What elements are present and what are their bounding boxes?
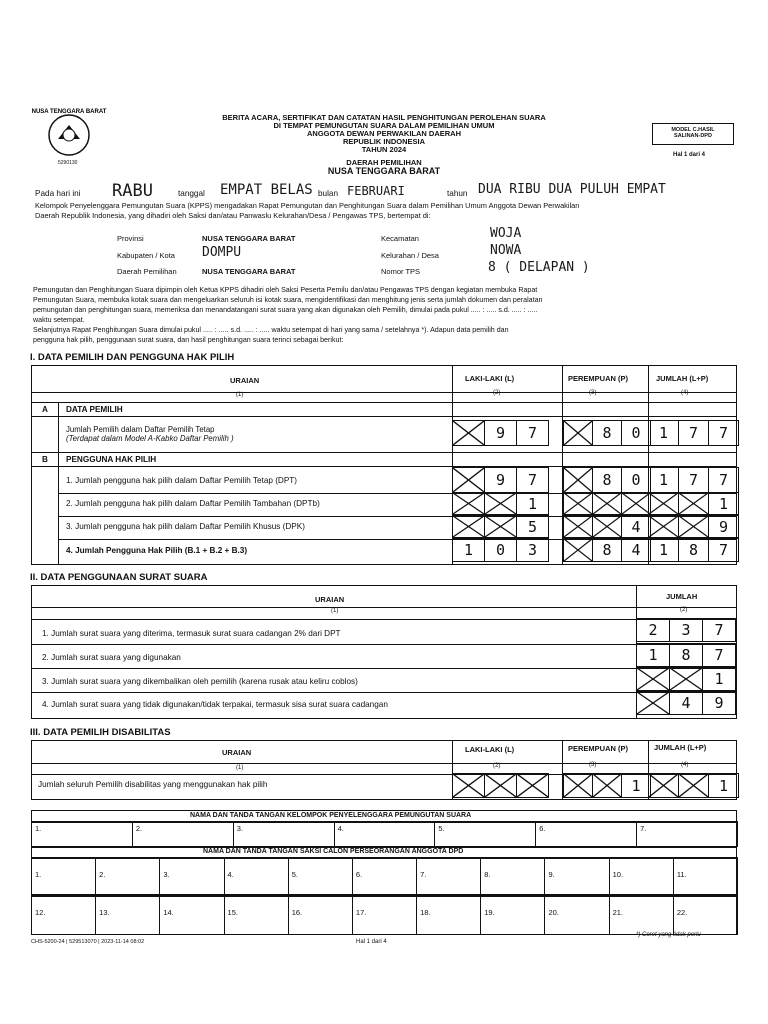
kpps-number: 4. [337, 824, 344, 833]
s2-row1-digit: 7 [714, 621, 724, 639]
saksi-signature-18[interactable] [416, 895, 481, 935]
s1-row4-t-cell-3 [708, 515, 739, 538]
s3-col-total: JUMLAH (L+P) [654, 743, 707, 752]
intro-bulan: FEBRUARI [347, 184, 405, 198]
title-line-2: DI TEMPAT PEMUNGUTAN SUARA DALAM PEMILIHAN UMUM [273, 121, 495, 130]
saksi-signature-15[interactable] [224, 895, 289, 935]
kelurahan-label: Kelurahan / Desa [381, 251, 439, 260]
s3-t-digit: 1 [718, 776, 729, 795]
section3-title: III. DATA PEMILIH DISABILITAS [30, 727, 171, 738]
s1-row2-l-digit: 9 [495, 471, 506, 489]
s3-p-cell-3 [621, 773, 651, 798]
s1-row1-p-cell-1 [563, 420, 593, 446]
s1-row1-p-digit: 8 [602, 424, 612, 442]
saksi-number: 7. [420, 870, 427, 879]
model-label-1: MODEL C.HASIL [671, 127, 715, 133]
s1-row3-t-cell-3 [708, 492, 739, 515]
kabupaten-label: Kabupaten / Kota [117, 251, 175, 260]
s1-row2-p-digit: 8 [602, 471, 612, 489]
s1-row2-p-cell-3 [621, 467, 651, 493]
daerah-pemilihan-value: NUSA TENGGARA BARAT [202, 267, 296, 276]
tps-value: 8 ( DELAPAN ) [488, 260, 590, 275]
saksi-number: 2. [99, 870, 106, 879]
s1-row5-l-cell-3 [516, 538, 549, 562]
saksi-signature-22[interactable] [673, 895, 738, 935]
model-label-2: SALINAN-DPD [674, 133, 712, 139]
saksi-signature-20[interactable] [544, 895, 609, 935]
svg-text:NUSA TENGGARA BARAT: NUSA TENGGARA BARAT [31, 109, 107, 115]
saksi-number: 21. [612, 908, 624, 917]
s2-row3-cell-1 [636, 667, 670, 691]
s1-row5-p-cell-3 [621, 538, 651, 562]
s1-row2-p-cell-1 [563, 467, 593, 493]
kpps-number: 7. [640, 824, 647, 833]
daerah-value: NUSA TENGGARA BARAT [327, 166, 441, 176]
tps-label: Nomor TPS [381, 267, 421, 276]
s1-row4-p-digit: 4 [631, 517, 641, 536]
kpps-number: 6. [539, 824, 546, 833]
section1-title: I. DATA PEMILIH DAN PENGGUNA HAK PILIH [30, 352, 235, 363]
saksi-signature-21[interactable] [609, 895, 674, 935]
saksi-number: 15. [227, 908, 238, 917]
s1-row5-t-digit: 1 [658, 541, 669, 559]
s1-row5-p-cell-2 [592, 538, 622, 562]
s1-row4-l-digit: 5 [527, 517, 538, 536]
s1-row4-t-digit: 9 [718, 517, 729, 536]
saksi-signature-1[interactable] [31, 857, 96, 895]
s2-row2-digit: 7 [714, 646, 724, 664]
kpps-signature-6[interactable] [535, 821, 637, 847]
s1-a1-line1: Jumlah Pemilih dalam Daftar Pemilih Tetap [66, 425, 215, 434]
intro-tahun: DUA RIBU DUA PULUH EMPAT [478, 182, 666, 197]
s1-num-4: (4) [681, 390, 689, 396]
s1-row5-l-digit: 1 [463, 541, 474, 559]
saksi-signature-2[interactable] [95, 857, 160, 895]
s2-row3-digit: 1 [714, 670, 724, 688]
saksi-number: 5. [291, 870, 298, 879]
logo-code: 5290130 [58, 160, 78, 166]
saksi-signature-10[interactable] [609, 857, 674, 895]
s3-t-cell-1 [648, 773, 679, 798]
saksi-signature-3[interactable] [159, 857, 224, 895]
s1-row4-p-cell-1 [563, 515, 593, 538]
s3-num-1: (1) [236, 765, 244, 771]
s1-row2-t-digit: 7 [718, 471, 729, 489]
intro-pada: Pada hari ini [35, 189, 81, 198]
s1-row2-p-digit: 0 [631, 471, 641, 489]
s2-row4-cell-1 [636, 691, 670, 715]
saksi-number: 17. [355, 908, 367, 917]
daerah-pemilihan-label: Daerah Pemilihan [117, 267, 177, 276]
s2-row-1-label: 1. Jumlah surat suara yang diterima, termasuk surat suara cadangan 2% dari DPT [42, 629, 341, 638]
s2-num-1: (1) [331, 608, 339, 614]
s1-row1-l-cell-1 [452, 420, 485, 446]
s3-row-label: Jumlah seluruh Pemilih disabilitas yang menggunakan hak pilih [38, 780, 268, 789]
s1-row3-p-cell-1 [563, 492, 593, 515]
saksi-title: NAMA DAN TANDA TANGAN SAKSI CALON PERSEORANGAN ANGGOTA DPD [203, 848, 464, 855]
saksi-signature-17[interactable] [352, 895, 417, 935]
saksi-number: 9. [548, 870, 555, 879]
s1-col-uraian: URAIAN [230, 376, 260, 385]
saksi-number: 18. [420, 908, 431, 917]
title-line-5: TAHUN 2024 [361, 145, 407, 154]
kpps-signature-2[interactable] [132, 821, 234, 847]
s3-l-cell-2 [484, 773, 517, 798]
s1-row5-l-digit: 3 [527, 541, 538, 559]
s2-row1-cell-2 [669, 618, 703, 642]
s1-row1-l-digit: 9 [495, 424, 506, 442]
s1-row2-p-cell-2 [592, 467, 622, 493]
s1-row5-l-cell-2 [484, 538, 517, 562]
s2-num-2: (2) [680, 607, 688, 613]
s1-row3-l-digit: 1 [527, 494, 538, 513]
s2-row-4-label: 4. Jumlah surat suara yang tidak digunakan/tidak terpakai, termasuk sisa surat suara cadangan [42, 700, 388, 709]
paragraph-line-5: Selanjutnya Rapat Penghitungan Suara dimulai pukul ..... : ..... s.d. ..... : ..... waktu setempat di hari yang sama / setelahnya *). Adapun data pemilih dan [33, 326, 509, 334]
s1-num-1: (1) [236, 392, 244, 398]
s1-row3-t-cell-2 [678, 492, 709, 515]
s1-b-label: B [42, 455, 48, 464]
saksi-signature-7[interactable] [416, 857, 481, 895]
saksi-signature-4[interactable] [224, 857, 289, 895]
kpps-title: NAMA DAN TANDA TANGAN KELOMPOK PENYELENGGARA PEMUNGUTAN SUARA [190, 812, 472, 819]
s2-col-jumlah: JUMLAH [666, 592, 698, 601]
saksi-signature-19[interactable] [480, 895, 545, 935]
s3-num-3: (3) [589, 762, 597, 768]
section2-table [31, 585, 737, 719]
saksi-signature-12[interactable] [31, 895, 96, 935]
s1-a1-line2: (Terdapat dalam Model A-Kabko Daftar Pemilih ) [66, 434, 234, 443]
saksi-signature-11[interactable] [673, 857, 738, 895]
s1-row3-p-cell-2 [592, 492, 622, 515]
s1-row4-l-cell-3 [516, 515, 549, 538]
intro-hari: RABU [112, 181, 153, 201]
saksi-number: 16. [291, 908, 303, 917]
saksi-signature-14[interactable] [159, 895, 224, 935]
s2-col-uraian: URAIAN [315, 595, 345, 604]
kpps-number: 2. [135, 824, 143, 833]
s1-row5-p-digit: 8 [602, 541, 612, 559]
s1-row4-t-cell-1 [648, 515, 679, 538]
paragraph-line-2: Pemungutan Suara, membuka kotak suara dan mengeluarkan seluruh isi kotak suara, mengidentifikasi dan menghitung jenis serta jumlah dokumen dan peralatan [33, 296, 543, 304]
saksi-signature-9[interactable] [544, 857, 609, 895]
saksi-signature-8[interactable] [480, 857, 545, 895]
intro-bulan-label: bulan [318, 189, 339, 198]
s1-row3-t-cell-1 [648, 492, 679, 515]
s1-row3-p-cell-3 [621, 492, 651, 515]
saksi-number: 1. [35, 870, 42, 879]
model-box [652, 123, 734, 145]
s3-col-p: PEREMPUAN (P) [568, 744, 629, 753]
kpps-number: 3. [236, 824, 243, 833]
s3-t-cell-3 [708, 773, 739, 798]
s1-row1-l-cell-3 [516, 420, 549, 446]
saksi-number: 4. [227, 870, 234, 879]
footer-code: CHS-5200-24 | 529513070 | 2023-11-14 08:02 [31, 939, 145, 945]
saksi-signature-13[interactable] [95, 895, 160, 935]
saksi-signature-5[interactable] [288, 857, 353, 895]
s1-col-l: LAKI-LAKI (L) [465, 374, 515, 383]
s2-row-3-label: 3. Jumlah surat suara yang dikembalikan oleh pemilih (karena rusak atau keliru coblos) [42, 677, 358, 686]
s1-b2-label: 2. Jumlah pengguna hak pilih dalam Daftar Pemilih Tambahan (DPTb) [66, 499, 320, 508]
saksi-number: 14. [163, 908, 174, 917]
s1-col-total: JUMLAH (L+P) [656, 374, 709, 383]
s1-row4-l-cell-2 [484, 515, 517, 538]
s2-row4-digit: 4 [681, 694, 691, 712]
kecamatan-label: Kecamatan [381, 234, 419, 243]
s1-row2-t-digit: 7 [688, 471, 699, 489]
s1-row3-l-cell-3 [516, 492, 549, 515]
s1-row1-p-cell-3 [621, 420, 651, 446]
s1-row1-t-digit: 1 [658, 424, 669, 442]
s1-row2-t-cell-1 [648, 467, 679, 493]
s1-row1-t-cell-3 [708, 420, 739, 446]
s1-row5-t-cell-3 [708, 538, 739, 562]
s3-num-4: (4) [681, 762, 689, 768]
s1-b3-label: 3. Jumlah pengguna hak pilih dalam Daftar Pemilih Khusus (DPK) [66, 522, 305, 531]
s1-row3-l-cell-1 [452, 492, 485, 515]
s2-row2-cell-2 [669, 643, 703, 667]
paragraph-line-6: pengguna hak pilih, penggunaan surat suara, dan hasil penghitungan suara terinci sebagai berikut: [33, 336, 344, 344]
paragraph-line-3: pemungutan dan penghitungan suara, memeriksa dan menandatangani surat suara yang akan digunakan oleh Pemilih, dimulai pada pukul ..... : ..... s.d. ..... : ..... [33, 306, 538, 314]
s1-row2-l-cell-2 [484, 467, 517, 493]
paragraph-line-1: Pemungutan dan Penghitungan Suara dipimpin oleh Ketua KPPS dihadiri oleh Saksi Peserta Pemilu dan/atau Pengawas TPS dengan kegiatan membuka Rapat [33, 286, 538, 294]
paragraph-line-4: waktu setempat. [33, 316, 85, 324]
kpps-signature-5[interactable] [434, 821, 536, 847]
title-line-4: REPUBLIK INDONESIA [342, 137, 426, 146]
s2-row3-cell-2 [669, 667, 703, 691]
s3-l-cell-3 [516, 773, 549, 798]
kecamatan-value: WOJA [490, 226, 522, 241]
saksi-number: 6. [355, 870, 363, 879]
s3-num-2: (2) [493, 763, 501, 769]
provinsi-value: NUSA TENGGARA BARAT [202, 234, 296, 243]
footer-page: Hal 1 dari 4 [356, 939, 387, 945]
section2-title: II. DATA PENGGUNAAN SURAT SUARA [30, 572, 208, 583]
s3-t-cell-2 [678, 773, 709, 798]
s1-row1-p-cell-2 [592, 420, 622, 446]
provinsi-label: Provinsi [117, 234, 144, 243]
saksi-number: 8. [484, 870, 491, 879]
s1-row1-l-cell-2 [484, 420, 517, 446]
s1-row2-t-cell-3 [708, 467, 739, 493]
s1-row1-t-cell-1 [648, 420, 679, 446]
intro-line-3: Daerah Republik Indonesia, yang dihadiri oleh Saksi dan/atau Panwaslu Kelurahan/Desa / Pengawas TPS, bertempat di: [35, 211, 431, 220]
s1-row1-l-digit: 7 [527, 424, 538, 442]
s1-b1-label: 1. Jumlah pengguna hak pilih dalam Daftar Pemilih Tetap (DPT) [66, 476, 298, 485]
s2-row4-cell-2 [669, 691, 703, 715]
s3-col-l: LAKI-LAKI (L) [465, 745, 515, 754]
s3-col-uraian: URAIAN [222, 748, 252, 757]
s2-row1-cell-3 [702, 618, 736, 642]
saksi-number: 11. [676, 870, 687, 879]
s1-col-p: PEREMPUAN (P) [568, 374, 629, 383]
saksi-signature-6[interactable] [352, 857, 417, 895]
s1-row1-t-cell-2 [678, 420, 709, 446]
s2-row2-cell-1 [636, 643, 670, 667]
intro-line-2: Kelompok Penyelenggara Pemungutan Suara (KPPS) mengadakan Rapat Pemungutan dan Penghitungan Suara dalam Pemilihan Umum Anggota Dewan Perwakilan [35, 201, 580, 210]
daerah-label: DAERAH PEMILIHAN [346, 158, 422, 167]
page-label: Hal 1 dari 4 [673, 152, 706, 158]
s1-row2-l-cell-3 [516, 467, 549, 493]
s1-num-2: (2) [493, 390, 501, 396]
intro-tahun-label: tahun [447, 189, 468, 198]
s2-row4-cell-3 [702, 691, 736, 715]
kpps-number: 1. [35, 824, 42, 833]
s2-row-2-label: 2. Jumlah surat suara yang digunakan [42, 653, 181, 662]
s2-row4-digit: 9 [714, 694, 724, 712]
saksi-number: 19. [484, 908, 495, 917]
kpps-signature-7[interactable] [636, 821, 738, 847]
s3-p-digit: 1 [631, 776, 641, 795]
saksi-signature-16[interactable] [288, 895, 353, 935]
intro-tanggal-label: tanggal [178, 189, 205, 198]
title-line-1: BERITA ACARA, SERTIFIKAT DAN CATATAN HASIL PENGHITUNGAN PEROLEHAN SUARA [222, 113, 546, 122]
s1-row4-t-cell-2 [678, 515, 709, 538]
kelurahan-value: NOWA [490, 243, 522, 258]
s1-row2-t-digit: 1 [658, 471, 669, 489]
s2-row3-cell-3 [702, 667, 736, 691]
s1-row2-t-cell-2 [678, 467, 709, 493]
s1-row1-p-digit: 0 [631, 424, 641, 442]
s1-row3-l-cell-2 [484, 492, 517, 515]
footer-note: *) Coret yang tidak perlu [636, 932, 701, 938]
s2-row1-cell-1 [636, 618, 670, 642]
s1-row4-p-cell-3 [621, 515, 651, 538]
title-line-3: ANGGOTA DEWAN PERWAKILAN DAERAH [306, 129, 462, 138]
intro-tanggal: EMPAT BELAS [220, 182, 313, 198]
saksi-number: 22. [676, 908, 688, 917]
s1-row5-t-cell-2 [678, 538, 709, 562]
s1-row5-p-digit: 4 [631, 541, 641, 559]
s1-row5-t-digit: 7 [718, 541, 729, 559]
s2-row2-digit: 8 [681, 646, 691, 664]
kpps-signature-4[interactable] [334, 821, 436, 847]
kpps-number: 5. [438, 824, 445, 833]
s1-row4-l-cell-1 [452, 515, 485, 538]
s1-a-label: A [42, 405, 48, 414]
s1-row4-p-cell-2 [592, 515, 622, 538]
s2-row1-digit: 2 [648, 621, 658, 639]
s1-row3-t-digit: 1 [718, 494, 729, 513]
s2-row2-digit: 1 [648, 646, 658, 664]
s1-row2-l-digit: 7 [527, 471, 538, 489]
s1-row1-t-digit: 7 [688, 424, 699, 442]
saksi-number: 13. [99, 908, 110, 917]
s1-row5-p-cell-1 [563, 538, 593, 562]
s3-l-cell-1 [452, 773, 485, 798]
s1-row5-t-digit: 8 [688, 541, 699, 559]
saksi-number: 3. [163, 870, 170, 879]
kpps-signature-1[interactable] [31, 821, 133, 847]
s1-row5-l-cell-1 [452, 538, 485, 562]
saksi-number: 12. [35, 908, 46, 917]
s1-b4-label: 4. Jumlah Pengguna Hak Pilih (B.1 + B.2 + B.3) [66, 546, 248, 555]
s1-row1-t-digit: 7 [718, 424, 729, 442]
saksi-number: 10. [612, 870, 624, 879]
s1-row5-t-cell-1 [648, 538, 679, 562]
s1-b-title: PENGGUNA HAK PILIH [66, 455, 157, 464]
s1-a-title: DATA PEMILIH [66, 405, 123, 414]
s2-row1-digit: 3 [681, 621, 691, 639]
s2-row2-cell-3 [702, 643, 736, 667]
kpps-signature-3[interactable] [233, 821, 335, 847]
s3-p-cell-2 [592, 773, 622, 798]
s3-p-cell-1 [563, 773, 593, 798]
saksi-number: 20. [548, 908, 559, 917]
s1-row5-l-digit: 0 [495, 541, 506, 559]
s1-num-3: (3) [589, 390, 597, 396]
kabupaten-value: DOMPU [202, 245, 242, 260]
s1-row2-l-cell-1 [452, 467, 485, 493]
